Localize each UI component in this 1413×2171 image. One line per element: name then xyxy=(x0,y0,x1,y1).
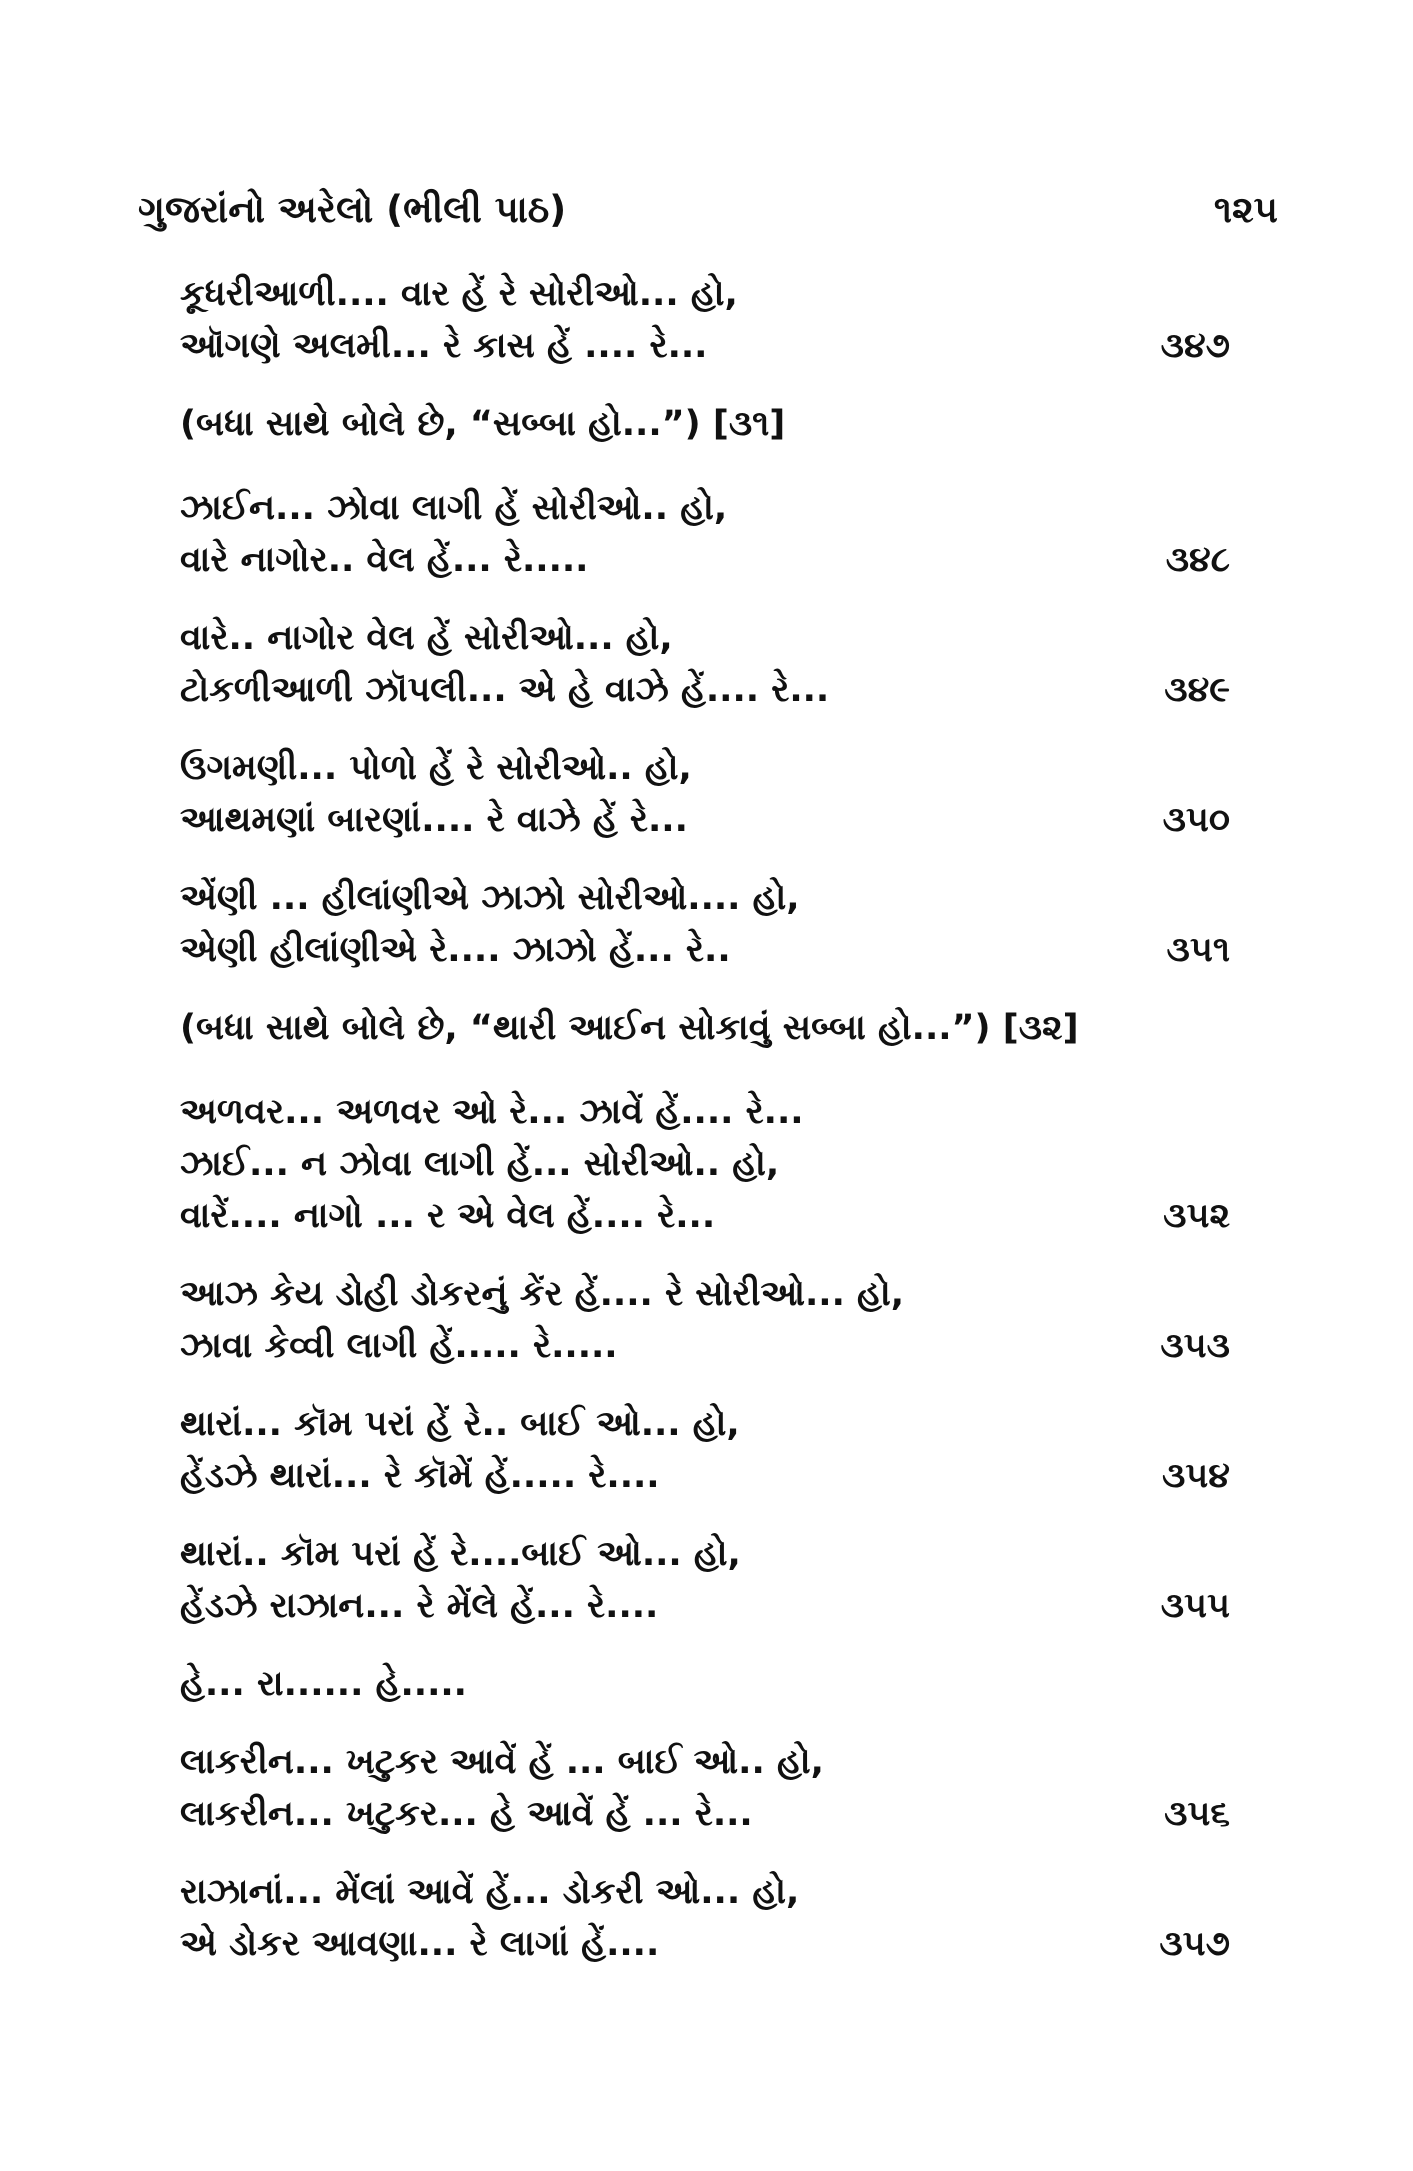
verse-line: લાકરીન... ખટુકર... હે આવેં હેં ... રે... xyxy=(180,1794,753,1834)
verse-number: ૩૪૭ xyxy=(1160,326,1230,366)
verse-line: ઝાવા કેવ્વી લાગી હેં..... રે..... xyxy=(180,1326,618,1366)
stanza xyxy=(180,1398,1230,1502)
verse-line: રાઝાનાં... મેંલાં આવેં હેં... ડોકરી ઓ... હો, xyxy=(180,1872,800,1912)
stanza xyxy=(180,1268,1230,1372)
stanza xyxy=(180,1658,1230,1710)
verse-line: ઝાઈ... ન ઝોવા લાગી હેં... સોરીઓ.. હો, xyxy=(180,1144,780,1184)
verse-number: ૩૫૧ xyxy=(1166,930,1230,970)
verse-line: આથમણાં બારણાં.... રે વાઝે હેં રે... xyxy=(180,800,688,840)
stanza xyxy=(180,1086,1230,1242)
verse-line: વારે નાગોર.. વેલ હેં... રે..... xyxy=(180,540,589,580)
stanza xyxy=(180,1866,1230,1970)
verse-line: આઝ કેય ડોહી ડોકરનું કેંર હેં.... રે સોરીઓ... હો, xyxy=(180,1274,904,1314)
verse-number: ૩૫૭ xyxy=(1159,1924,1230,1964)
verse-number: ૩૫૬ xyxy=(1164,1794,1230,1834)
verse-line: એણી હીલાંણીએ રે.... ઝાઝો હેં... રે.. xyxy=(180,930,731,970)
verse-line: હેંડઝે થારાં... રે કૉમેં હેં..... રે.... xyxy=(180,1456,660,1496)
verse-line: વારેં.... નાગો ... ર એ વેલ હેં.... રે... xyxy=(180,1196,716,1236)
verse-line: એંણી ... હીલાંણીએ ઝાઝો સોરીઓ.... હો, xyxy=(180,878,800,918)
running-header xyxy=(138,188,1278,248)
verse-number: ૩૫૩ xyxy=(1160,1326,1230,1366)
poem-body xyxy=(180,268,1230,1996)
verse-line: વારે.. નાગોર વેલ હેં સોરીઓ... હો, xyxy=(180,618,673,658)
verse-line: અળવર... અળવર ઓ રે... ઝાવેં હેં.... રે... xyxy=(180,1092,804,1132)
verse-line: ઉગમણી... પોળો હેં રે સોરીઓ.. હો, xyxy=(180,748,692,788)
verse-line: હેંડઝે રાઝાન... રે મેંલે હેં... રે.... xyxy=(180,1586,659,1626)
verse-line: ઝાઈન... ઝોવા લાગી હેં સોરીઓ.. હો, xyxy=(180,488,728,528)
page-number: ૧૨૫ xyxy=(1213,188,1278,231)
verse-number: ૩૫૦ xyxy=(1162,800,1230,840)
verse-line: ઑગણે અલમી... રે કાસ હેં .... રે... xyxy=(180,326,708,366)
verse-line: થારાં... કૉમ પરાં હેં રે.. બાઈ ઓ... હો, xyxy=(180,1404,740,1444)
verse-line: કૂધરીઆળી.... વાર હેં રે સોરીઓ... હો, xyxy=(180,274,738,314)
verse-number: ૩૫૨ xyxy=(1163,1196,1230,1236)
stanza xyxy=(180,268,1230,372)
verse-line: લાકરીન... ખટુકર આવેં હેં ... બાઈ ઓ.. હો, xyxy=(180,1742,824,1782)
chorus-note: (બધા સાથે બોલે છે, “સબ્બા હો...”) [૩૧] xyxy=(180,404,786,444)
stanza xyxy=(180,612,1230,716)
verse-line: થારાં.. કૉમ પરાં હેં રે....બાઈ ઓ... હો, xyxy=(180,1534,741,1574)
stanza xyxy=(180,1528,1230,1632)
stanza xyxy=(180,482,1230,586)
chorus-note: (બધા સાથે બોલે છે, “થારી આઈન સોકાવું સબ્બા હો...”) [૩૨] xyxy=(180,1008,1079,1048)
verse-number: ૩૫૫ xyxy=(1160,1586,1230,1626)
verse-line: એ ડોકર આવણા... રે લાગાં હેં.... xyxy=(180,1924,660,1964)
verse-number: ૩૫૪ xyxy=(1161,1456,1230,1496)
verse-number: ૩૪૮ xyxy=(1165,540,1230,580)
stanza xyxy=(180,1736,1230,1840)
verse-line: હે... રા...... હે..... xyxy=(180,1664,467,1704)
verse-number: ૩૪૯ xyxy=(1164,670,1230,710)
running-title: ગુજરાંનો અરેલો (ભીલી પાઠ) xyxy=(138,188,567,231)
stanza xyxy=(180,872,1230,976)
stanza xyxy=(180,742,1230,846)
verse-line: ટોકળીઆળી ઝૉપલી... એ હે વાઝે હેં.... રે... xyxy=(180,670,830,710)
